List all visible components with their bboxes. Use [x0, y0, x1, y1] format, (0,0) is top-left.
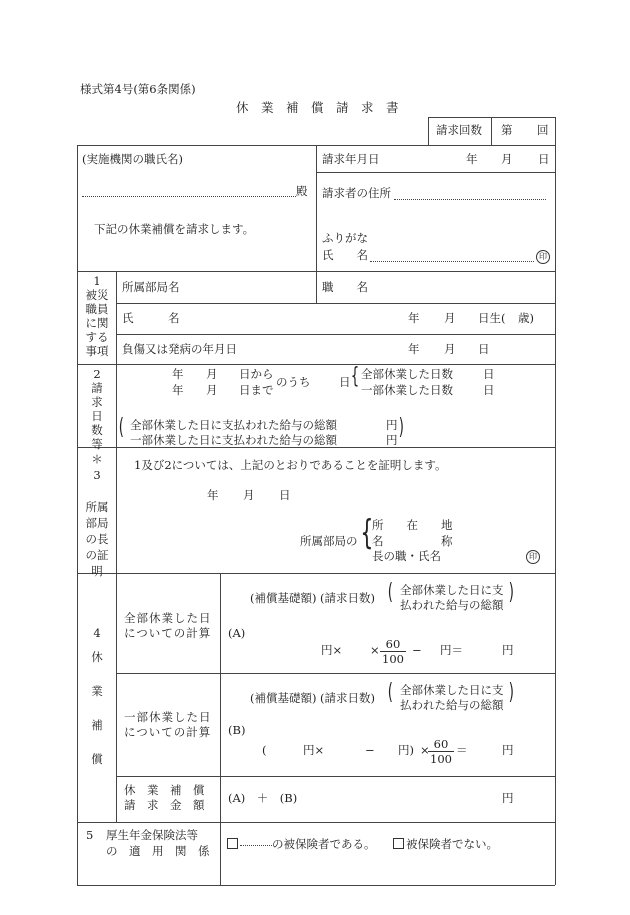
birth-year[interactable]: 年 — [408, 311, 420, 325]
section2-heading: 2 請 求 日 数 等 — [91, 367, 103, 451]
mark-a: (A) — [228, 626, 246, 640]
section1-heading: 1 被災 職員 に関 する 事項 — [85, 274, 109, 358]
partial-pay-total-label-2: 払われた給与の総額 — [400, 698, 504, 712]
section5-label-2: の 適 用 関 係 — [106, 844, 210, 858]
full-times: × — [370, 643, 380, 657]
period-to-year[interactable]: 年 — [172, 383, 184, 397]
claimant-address-field[interactable] — [394, 199, 546, 200]
full-leave-pay-label: 全部休業した日に支払われた給与の総額 — [130, 418, 337, 432]
partial-base-amount-label: (補償基礎額) — [250, 691, 317, 705]
claim-date-day[interactable]: 日 — [538, 152, 550, 166]
section4-heading: 4 休 業 補 償 — [91, 626, 103, 766]
section3-heading: ＊ 3 所属 部局 の長 の証 明 — [85, 452, 109, 578]
department-label: 所属部局名 — [122, 280, 180, 294]
total-days[interactable]: 日 — [339, 375, 351, 389]
partial-open-paren: ( — [262, 743, 267, 757]
full-ratio-fraction: $\frac{60}{100}$ — [380, 637, 406, 666]
total-label-2: 請 求 金 額 — [124, 798, 205, 812]
dept-location-label: 所 在 地 — [372, 518, 453, 532]
claim-date-month[interactable]: 月 — [501, 152, 513, 166]
partial-minus: − — [365, 743, 375, 757]
partial-calc-label-2: についての計算 — [124, 725, 212, 739]
birth-month[interactable]: 月 — [444, 311, 456, 325]
birth-day[interactable]: 日生( — [478, 311, 506, 325]
insured-checkbox[interactable] — [227, 838, 238, 849]
partial-pay-total-label-1: 全部休業した日に支 — [400, 683, 504, 697]
not-insured-label: 被保険者でない。 — [406, 837, 498, 851]
claim-date-year[interactable]: 年 — [466, 152, 478, 166]
full-pay-deduction-field[interactable]: 円＝ — [440, 643, 463, 657]
of-which: のうち — [276, 375, 311, 389]
partial-base-amount-field[interactable]: 円× — [303, 743, 325, 757]
request-statement: 下記の休業補償を請求します。 — [94, 222, 255, 236]
period-to-month[interactable]: 月 — [206, 383, 218, 397]
certify-day[interactable]: 日 — [279, 488, 291, 502]
total-formula: (A) ＋ (B) — [228, 791, 298, 805]
full-leave-days-field[interactable]: 日 — [483, 367, 495, 381]
period-from-year[interactable]: 年 — [172, 367, 184, 381]
full-calc-label-2: についての計算 — [124, 626, 212, 640]
partial-calc-label-1: 一部休業した日 — [124, 710, 212, 724]
dept-name-label: 名 称 — [372, 534, 453, 548]
partial-result-field[interactable]: 円 — [502, 743, 514, 757]
full-calc-label-1: 全部休業した日 — [124, 611, 212, 625]
honorific: 殿 — [296, 184, 308, 198]
position-label: 職 名 — [322, 280, 368, 294]
injury-year[interactable]: 年 — [408, 342, 420, 356]
claimant-name-label: 氏 名 — [322, 248, 368, 262]
certify-text: 1及び2については、上記のとおりであることを証明します。 — [134, 458, 447, 472]
agency-official-label: (実施機関の職氏名) — [82, 152, 183, 166]
full-base-amount-field[interactable]: 円× — [321, 643, 343, 657]
claimant-address-label: 請求者の住所 — [322, 186, 391, 200]
form-number: 様式第4号(第6条関係) — [80, 82, 196, 96]
employee-name-label: 氏 名 — [122, 311, 180, 325]
insured-law-field[interactable] — [240, 845, 272, 846]
partial-times: × — [420, 743, 430, 757]
period-from-month[interactable]: 月 — [206, 367, 218, 381]
claimant-name-field[interactable] — [370, 261, 534, 262]
dept-head-label: 長の職・氏名 — [372, 549, 441, 563]
certify-month[interactable]: 月 — [243, 488, 255, 502]
full-leave-pay-field[interactable]: 円 — [386, 418, 398, 432]
claim-count-label: 請求回数 — [436, 123, 482, 137]
department-of-label: 所属部局の — [300, 534, 358, 548]
claimant-seal: 印 — [536, 250, 550, 264]
form-title: 休 業 補 償 請 求 書 — [236, 100, 399, 115]
partial-leave-pay-field[interactable]: 円 — [386, 433, 398, 447]
full-pay-total-label-2: 払われた給与の総額 — [400, 598, 504, 612]
injury-day[interactable]: 日 — [478, 342, 490, 356]
section5-label-1: 厚生年金保険法等 — [106, 828, 198, 842]
total-amount-field[interactable]: 円 — [502, 791, 514, 805]
dept-head-seal: 印 — [526, 550, 540, 564]
injury-date-label: 負傷又は発病の年月日 — [122, 342, 237, 356]
certify-year[interactable]: 年 — [207, 488, 219, 502]
partial-leave-pay-label: 一部休業した日に支払われた給与の総額 — [130, 433, 337, 447]
partial-leave-days-field[interactable]: 日 — [483, 383, 495, 397]
full-leave-days-label: 全部休業した日数 — [361, 367, 453, 381]
furigana-label: ふりがな — [322, 231, 368, 245]
full-base-amount-label: (補償基礎額) — [250, 591, 317, 605]
partial-equals: ＝ — [456, 743, 468, 757]
partial-leave-days-label: 一部休業した日数 — [361, 383, 453, 397]
partial-claim-days-label: (請求日数) — [320, 691, 375, 705]
injury-month[interactable]: 月 — [444, 342, 456, 356]
full-result-field[interactable]: 円 — [502, 643, 514, 657]
period-to-day[interactable]: 日まで — [239, 383, 274, 397]
period-from-day[interactable]: 日から — [239, 367, 274, 381]
partial-pay-deduction-field[interactable]: 円) — [398, 743, 414, 757]
full-pay-total-label-1: 全部休業した日に支 — [400, 583, 504, 597]
partial-ratio-fraction: $\frac{60}{100}$ — [428, 737, 454, 766]
not-insured-checkbox[interactable] — [393, 838, 404, 849]
claim-date-label: 請求年月日 — [322, 152, 380, 166]
insured-label: の被保険者である。 — [272, 837, 376, 851]
claim-count-input[interactable]: 回 — [537, 123, 549, 137]
full-minus: − — [412, 643, 422, 657]
total-label-1: 休 業 補 償 — [124, 783, 205, 797]
agency-official-field[interactable] — [82, 196, 296, 197]
section5-number: 5 — [86, 828, 94, 842]
full-claim-days-label: (請求日数) — [320, 591, 375, 605]
mark-b: (B) — [228, 723, 246, 737]
age-field[interactable]: 歳) — [518, 311, 534, 325]
claim-count-prefix: 第 — [501, 123, 513, 137]
